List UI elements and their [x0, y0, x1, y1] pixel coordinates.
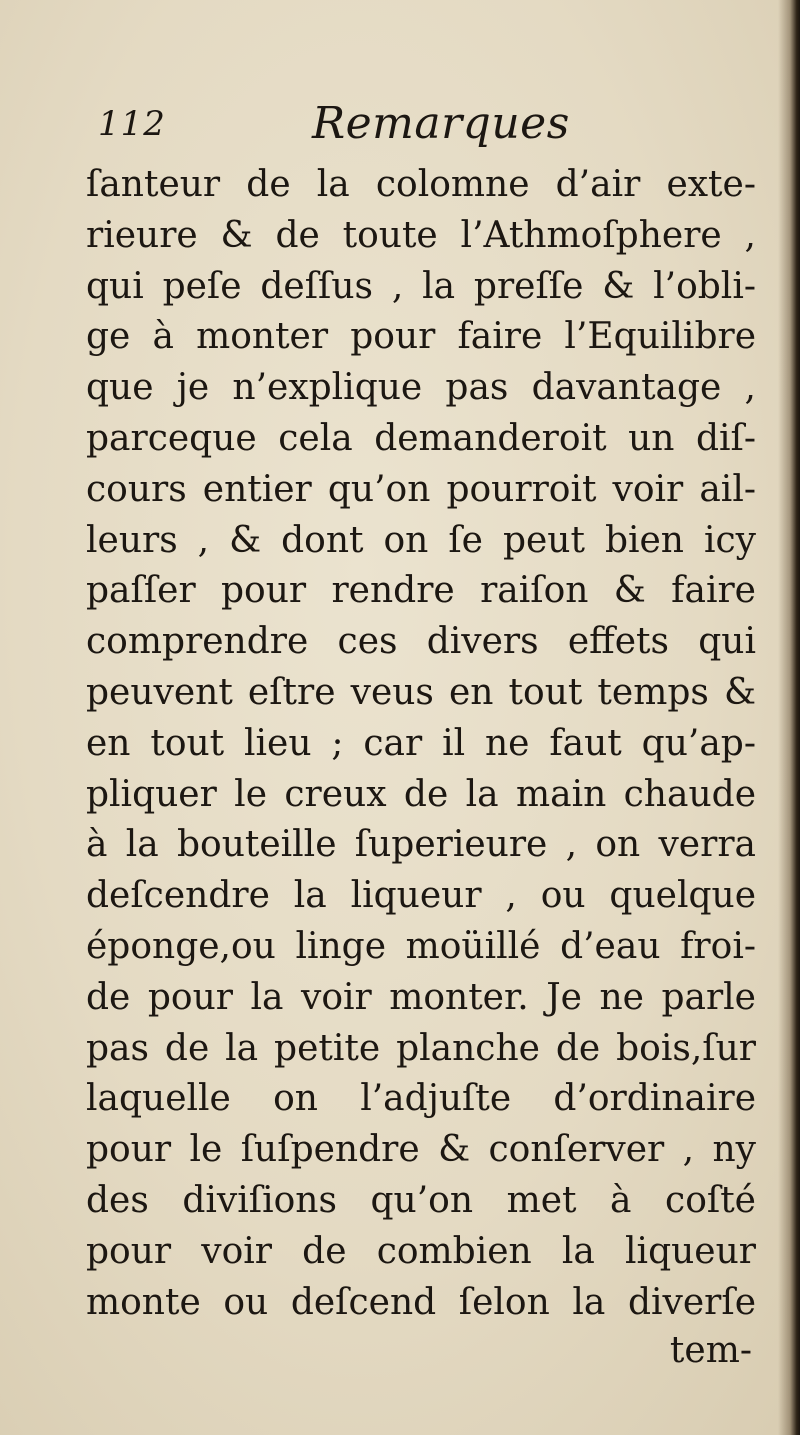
page-header [90, 98, 690, 158]
text-line: peuvent eſtre veus en tout temps & [86, 671, 756, 713]
text-line: laquelle on l’adjuſte d’ordinaire [86, 1078, 756, 1120]
page-number: 112 [98, 104, 166, 144]
text-line: des diviſions qu’on met à coſté [86, 1179, 756, 1221]
text-line: leurs , & dont on ſe peut bien icy [86, 519, 756, 561]
text-line: deſcendre la liqueur , ou quelque [86, 875, 756, 917]
text-line: en tout lieu ; car il ne faut qu’ap- [86, 722, 756, 764]
text-line: pour le ſuſpendre & conſerver , ny [86, 1129, 756, 1171]
text-line: ſanteur de la colomne d’air exte- [86, 164, 756, 205]
body-text [86, 160, 756, 1328]
text-line: à la bouteille ſuperieure , on verra [86, 824, 756, 866]
text-line: cours entier qu’on pourroit voir ail- [86, 468, 756, 510]
text-line: que je n’explique pas davantage , [86, 367, 756, 409]
text-line: parceque cela demanderoit un diſ- [86, 417, 756, 459]
running-title: Remarques [312, 98, 570, 149]
page-gutter-shadow [778, 0, 800, 1435]
text-line: pour voir de combien la liqueur [86, 1230, 756, 1272]
text-line: paſſer pour rendre raiſon & faire [86, 570, 756, 612]
text-line: éponge,ou linge moüillé d’eau froi- [86, 925, 756, 967]
text-line: pas de la petite planche de bois,ſur [86, 1027, 756, 1069]
text-line: pliquer le creux de la main chaude [86, 773, 756, 815]
text-line: ge à monter pour faire l’Equilibre [86, 316, 756, 358]
text-line: qui peſe deſſus , la preſſe & l’obli- [86, 265, 756, 307]
text-line: comprendre ces divers effets qui [86, 621, 756, 663]
text-line: de pour la voir monter. Je ne parle [86, 976, 756, 1018]
text-line: monte ou deſcend ſelon la diverſe [86, 1281, 756, 1323]
text-line: rieure & de toute l’Athmoſphere , [86, 214, 756, 256]
catchword: tem- [669, 1330, 752, 1371]
